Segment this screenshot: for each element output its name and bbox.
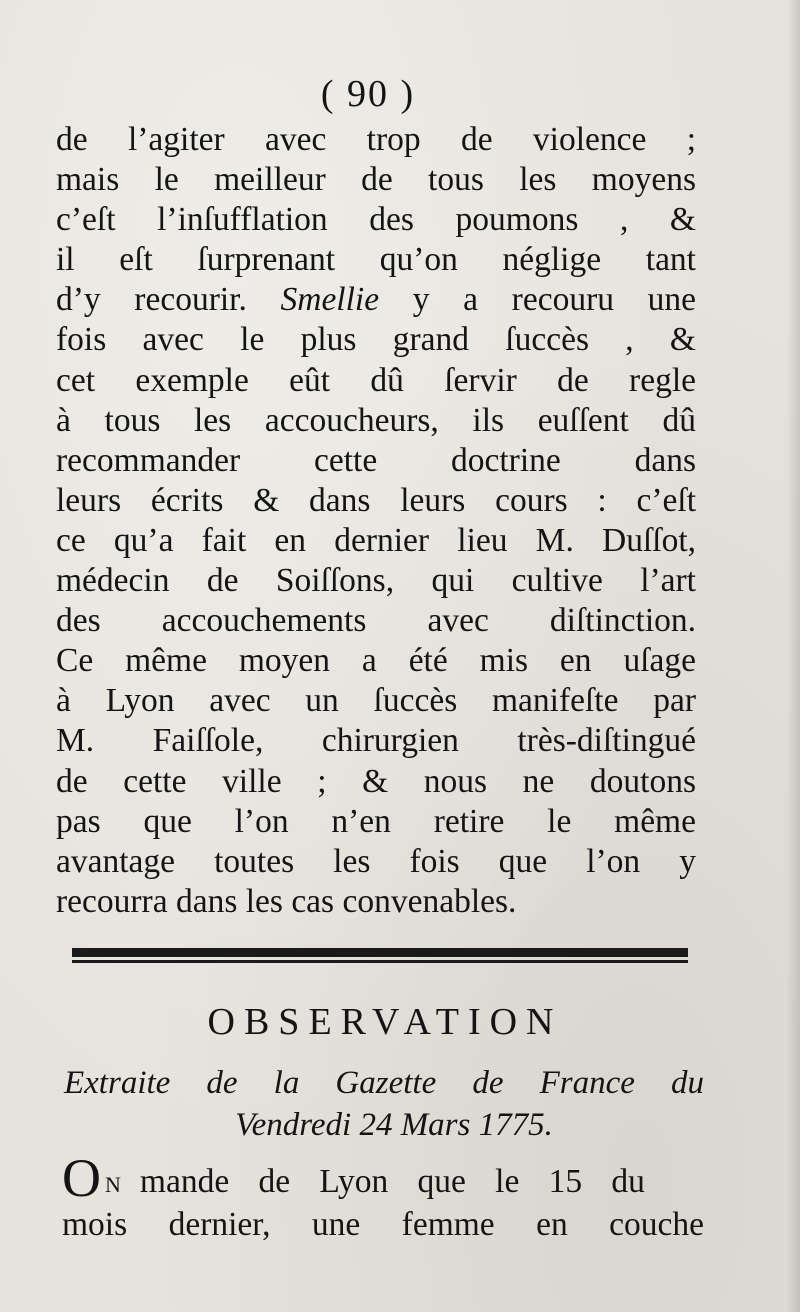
- text-segment: d’y recourir.: [56, 281, 247, 319]
- rule-thin: [72, 960, 688, 963]
- subtitle-line: Vendredi 24 Mars 1775.: [235, 1107, 553, 1143]
- text-line: des accouchements avec diſtinction.: [56, 602, 696, 640]
- text-segment: mande de Lyon que le 15 du: [139, 1163, 645, 1200]
- double-rule-divider: [72, 948, 688, 963]
- text-segment: y a recouru une: [412, 281, 696, 319]
- drop-cap: O: [62, 1148, 101, 1208]
- text-line: pas que l’on n’en retire le même: [56, 802, 696, 840]
- text-line: [56, 280, 696, 320]
- rule-thick: [72, 948, 688, 957]
- text-line: leurs écrits & dans leurs cours : c’eſt: [56, 481, 696, 519]
- text-line: cet exemple eût dû ſervir de regle: [56, 361, 696, 399]
- text-line: à Lyon avec un ſuccès manifeſte par: [56, 682, 696, 720]
- text-line: à tous les accoucheurs, ils euſſent dû: [56, 401, 696, 439]
- text-line: c’eſt l’inſufflation des poumons , &: [56, 201, 696, 239]
- section-heading: OBSERVATION: [207, 1001, 563, 1043]
- drop-cap-continuation: N: [105, 1172, 122, 1197]
- author-name-italic: Smellie: [280, 281, 380, 319]
- text-line: [62, 1148, 704, 1208]
- text-line: ce qu’a fait en dernier lieu M. Duſſot,: [56, 521, 696, 559]
- page-edge-shadow: [786, 0, 800, 1312]
- text-line: recommander cette doctrine dans: [56, 441, 696, 479]
- text-line: Ce même moyen a été mis en uſage: [56, 642, 696, 680]
- text-line: M. Faiſſole, chirurgien très-diſtingué: [56, 722, 696, 760]
- section-subtitle: [64, 1062, 704, 1146]
- subtitle-line: Extraite de la Gazette de France du: [64, 1065, 704, 1101]
- text-line: avantage toutes les fois que l’on y: [56, 842, 696, 880]
- text-line: mais le meilleur de tous les moyens: [56, 161, 696, 199]
- text-line: de l’agiter avec trop de violence ;: [56, 121, 696, 158]
- observation-paragraph: [62, 1148, 704, 1246]
- main-paragraph: [56, 120, 696, 922]
- text-line: mois dernier, une femme en couche: [62, 1206, 704, 1243]
- text-line: recourra dans les cas convenables.: [56, 882, 517, 920]
- text-line: il eſt ſurprenant qu’on néglige tant: [56, 241, 696, 279]
- text-line: de cette ville ; & nous ne doutons: [56, 762, 696, 800]
- page-number: ( 90 ): [320, 73, 416, 115]
- text-line: médecin de Soiſſons, qui cultive l’art: [56, 562, 696, 600]
- text-line: fois avec le plus grand ſuccès , &: [56, 321, 696, 359]
